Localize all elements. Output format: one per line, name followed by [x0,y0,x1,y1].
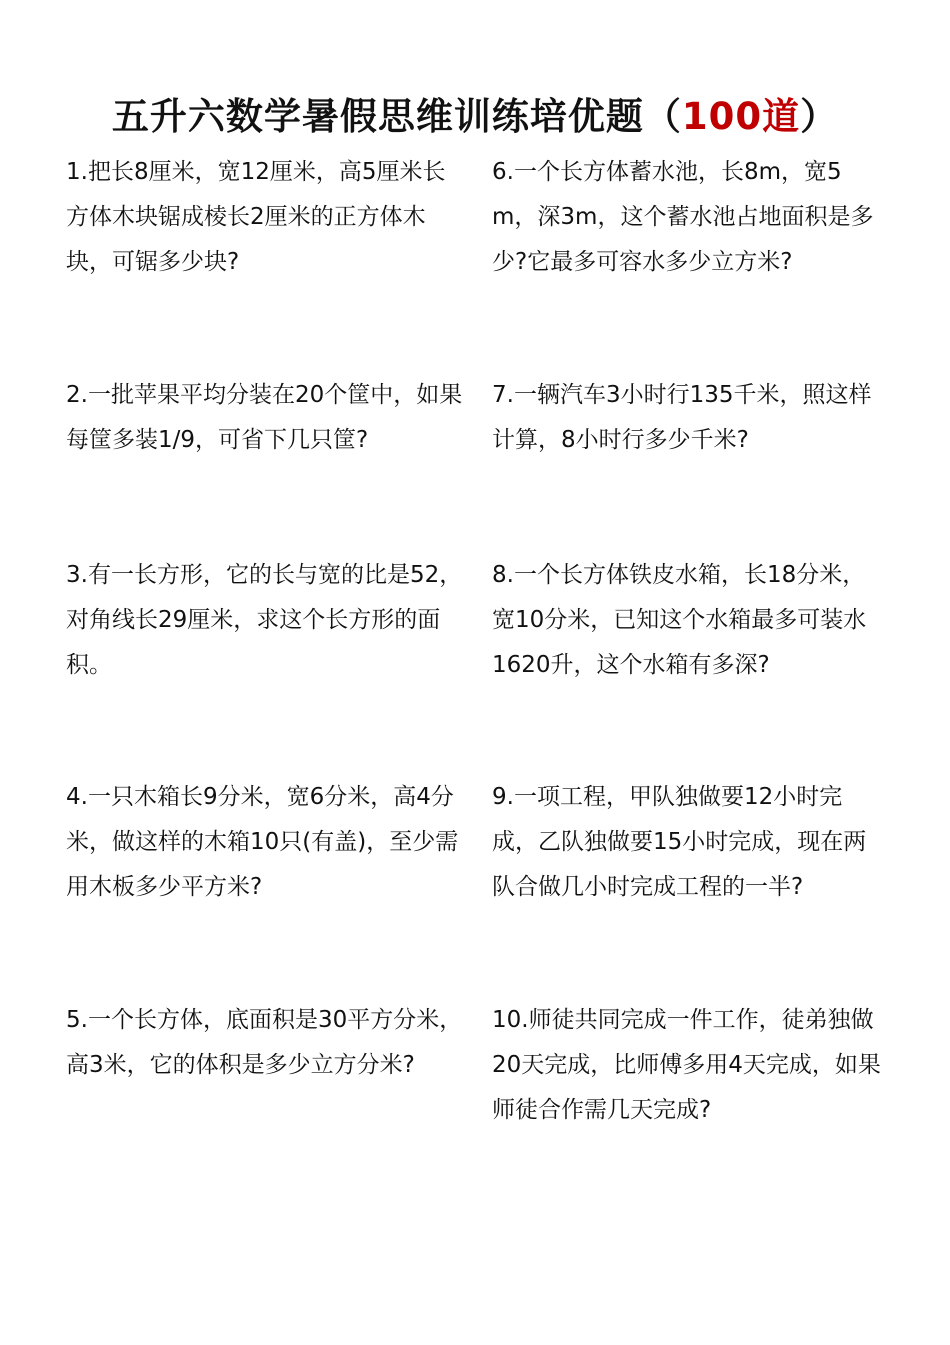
question-8: 8.一个长方体铁皮水箱，长18分米，宽10分米，已知这个水箱最多可装水 1620升，这个水箱有多深? [492,562,867,678]
question-5: 5.一个长方体，底面积是30平方分米，高3米，它的体积是多少立方分米? [66,1007,463,1078]
title-close: ） [800,95,839,138]
question-2: 2.一批苹果平均分装在20个筐中，如果每筐多装1/9，可省下几只筐? [66,382,463,453]
title-main: 五升六数学暑假思维训练培优题（ [111,95,682,138]
question-7: 7.一辆汽车3小时行135千米，照这样计算，8小时行多少千米? [492,382,872,453]
question-10: 10.师徒共同完成一件工作，徒弟独做20天完成，比师傅多用4天完成，如果师徒合作需几天完成? [492,1007,881,1123]
page-title [0,86,950,140]
question-3: 3.有一长方形，它的长与宽的比是52，对角线长29厘米，求这个长方形的面积。 [66,562,463,678]
question-9: 9.一项工程，甲队独做要12小时完成，乙队独做要15小时完成，现在两队合做几小时完成工程的一半? [492,784,867,900]
title-count: 100道 [681,95,801,138]
question-6: 6.一个长方体蓄水池，长8m，宽5m，深3m，这个蓄水池占地面积是多少?它最多可容水多少立方米? [492,159,874,275]
question-1: 1.把长8厘米，宽12厘米，高5厘米长方体木块锯成棱长2厘米的正方体木块，可锯多少块? [66,159,446,275]
question-4: 4.一只木箱长9分米，宽6分米，高4分米，做这样的木箱10只(有盖)，至少需用木板多少平方米? [66,784,459,900]
